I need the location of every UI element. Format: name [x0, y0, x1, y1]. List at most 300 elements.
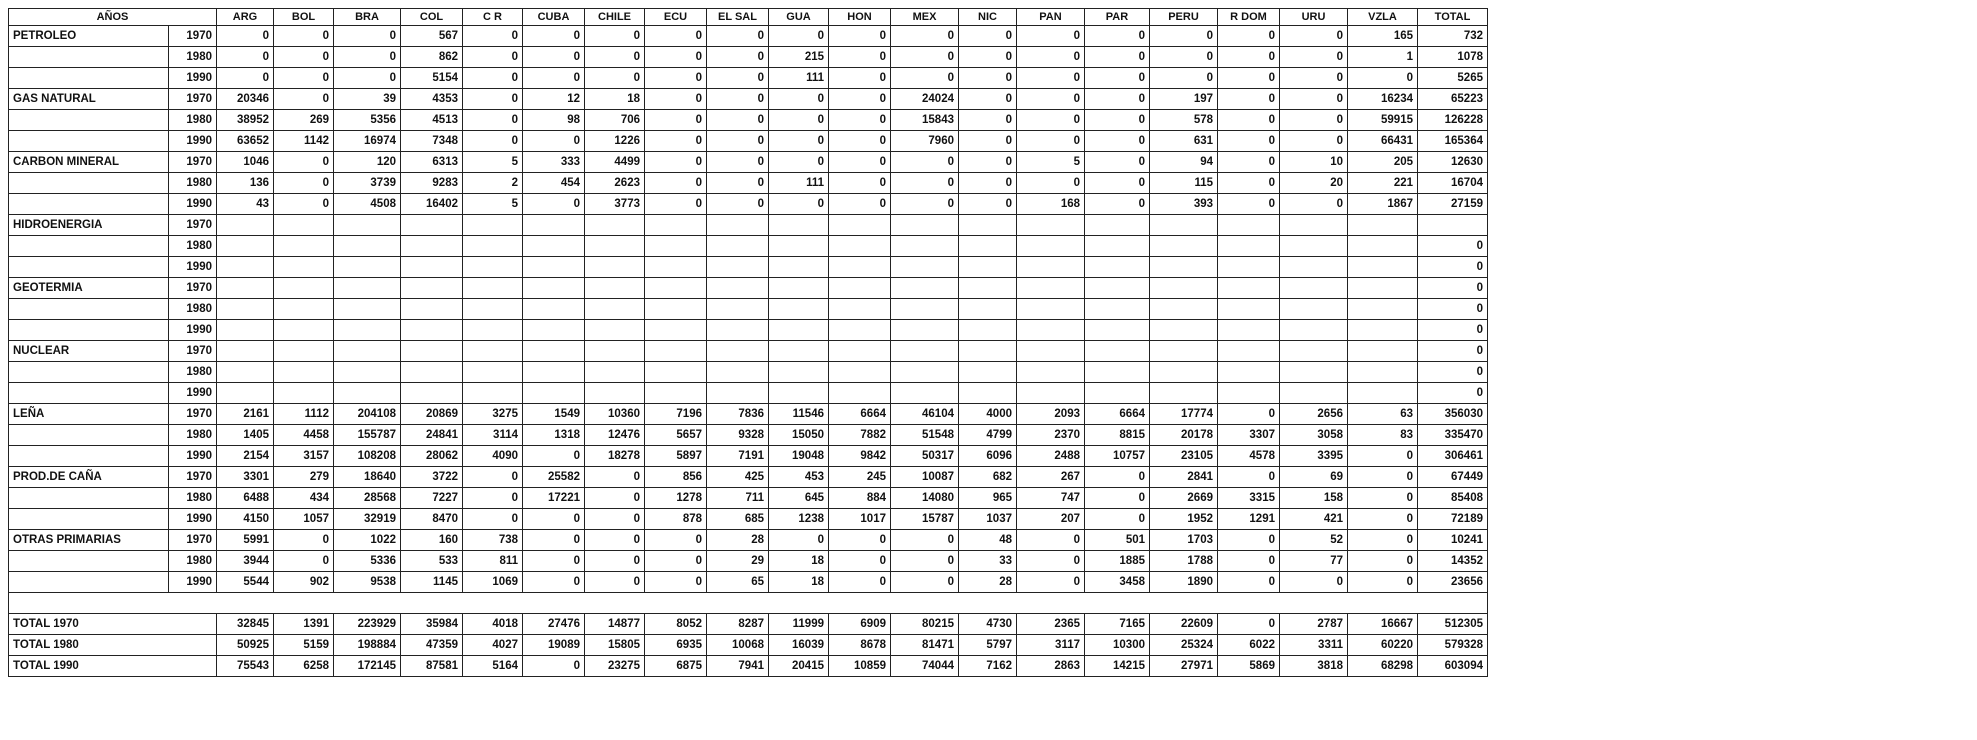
value-cell [1085, 215, 1150, 236]
value-cell [1017, 257, 1085, 278]
value-cell: 0 [645, 173, 707, 194]
table-row [9, 530, 1488, 551]
total-value-cell: 10300 [1085, 635, 1150, 656]
value-cell [585, 236, 645, 257]
value-cell: 0 [274, 47, 334, 68]
value-cell: 72189 [1418, 509, 1488, 530]
source-label: NUCLEAR [9, 341, 169, 362]
total-value-cell: 3311 [1280, 635, 1348, 656]
year-cell: 1980 [169, 488, 217, 509]
value-cell: 33 [959, 551, 1017, 572]
value-cell: 0 [1150, 47, 1218, 68]
value-cell: 2161 [217, 404, 274, 425]
column-header: COL [401, 9, 463, 26]
table-row [9, 467, 1488, 488]
value-cell: 1078 [1418, 47, 1488, 68]
energy-table [8, 8, 1488, 677]
year-cell: 1990 [169, 320, 217, 341]
value-cell: 4499 [585, 152, 645, 173]
value-cell: 0 [1218, 110, 1280, 131]
value-cell: 65 [707, 572, 769, 593]
value-cell: 1278 [645, 488, 707, 509]
total-label: TOTAL 1980 [9, 635, 217, 656]
value-cell: 67449 [1418, 467, 1488, 488]
value-cell [1280, 236, 1348, 257]
year-cell: 1980 [169, 362, 217, 383]
value-cell [1085, 236, 1150, 257]
value-cell [274, 362, 334, 383]
value-cell: 12476 [585, 425, 645, 446]
value-cell [707, 278, 769, 299]
value-cell: 0 [1085, 467, 1150, 488]
value-cell: 0 [523, 530, 585, 551]
total-value-cell: 14215 [1085, 656, 1150, 677]
value-cell: 9842 [829, 446, 891, 467]
value-cell: 0 [1348, 551, 1418, 572]
value-cell: 0 [1085, 26, 1150, 47]
source-label: LEÑA [9, 404, 169, 425]
value-cell: 0 [645, 551, 707, 572]
column-header: CHILE [585, 9, 645, 26]
value-cell: 1022 [334, 530, 401, 551]
value-cell [585, 257, 645, 278]
value-cell [463, 236, 523, 257]
value-cell [1348, 257, 1418, 278]
value-cell: 12630 [1418, 152, 1488, 173]
value-cell: 0 [274, 26, 334, 47]
value-cell: 0 [645, 68, 707, 89]
value-cell: 5657 [645, 425, 707, 446]
value-cell [585, 341, 645, 362]
value-cell: 0 [829, 551, 891, 572]
value-cell [891, 299, 959, 320]
value-cell: 533 [401, 551, 463, 572]
value-cell [829, 383, 891, 404]
value-cell [769, 341, 829, 362]
year-cell: 1980 [169, 110, 217, 131]
value-cell [463, 278, 523, 299]
value-cell [217, 362, 274, 383]
year-cell: 1980 [169, 236, 217, 257]
value-cell [401, 341, 463, 362]
value-cell: 0 [585, 47, 645, 68]
value-cell [401, 362, 463, 383]
source-label [9, 131, 169, 152]
value-cell [959, 341, 1017, 362]
value-cell: 0 [463, 509, 523, 530]
value-cell: 0 [959, 26, 1017, 47]
value-cell: 0 [585, 488, 645, 509]
total-value-cell: 2787 [1280, 614, 1348, 635]
value-cell [217, 278, 274, 299]
source-label [9, 299, 169, 320]
value-cell: 28062 [401, 446, 463, 467]
total-value-cell: 0 [1218, 614, 1280, 635]
value-cell: 18 [585, 89, 645, 110]
value-cell: 20346 [217, 89, 274, 110]
value-cell: 111 [769, 68, 829, 89]
value-cell: 23656 [1418, 572, 1488, 593]
value-cell: 2656 [1280, 404, 1348, 425]
value-cell [217, 341, 274, 362]
value-cell [1085, 278, 1150, 299]
value-cell: 1885 [1085, 551, 1150, 572]
value-cell [1017, 278, 1085, 299]
value-cell: 0 [1017, 110, 1085, 131]
value-cell: 0 [1218, 89, 1280, 110]
year-cell: 1970 [169, 530, 217, 551]
value-cell: 0 [959, 89, 1017, 110]
value-cell: 0 [334, 68, 401, 89]
year-cell: 1990 [169, 131, 217, 152]
value-cell: 6488 [217, 488, 274, 509]
total-value-cell: 6022 [1218, 635, 1280, 656]
value-cell: 23105 [1150, 446, 1218, 467]
source-label [9, 551, 169, 572]
value-cell [769, 299, 829, 320]
value-cell [1150, 257, 1218, 278]
source-label [9, 446, 169, 467]
value-cell: 6664 [1085, 404, 1150, 425]
value-cell: 0 [1280, 68, 1348, 89]
value-cell: 0 [1085, 47, 1150, 68]
value-cell [274, 383, 334, 404]
value-cell: 1788 [1150, 551, 1218, 572]
value-cell: 0 [1218, 551, 1280, 572]
value-cell [1085, 383, 1150, 404]
value-cell: 32919 [334, 509, 401, 530]
value-cell [1085, 299, 1150, 320]
value-cell [707, 257, 769, 278]
value-cell: 1142 [274, 131, 334, 152]
value-cell: 0 [645, 26, 707, 47]
value-cell: 0 [463, 26, 523, 47]
value-cell: 3301 [217, 467, 274, 488]
total-value-cell: 5797 [959, 635, 1017, 656]
total-value-cell: 20415 [769, 656, 829, 677]
value-cell: 0 [274, 152, 334, 173]
value-cell: 0 [523, 194, 585, 215]
value-cell: 24841 [401, 425, 463, 446]
value-cell [274, 278, 334, 299]
value-cell: 65223 [1418, 89, 1488, 110]
total-value-cell: 198884 [334, 635, 401, 656]
value-cell [1085, 362, 1150, 383]
value-cell: 0 [463, 467, 523, 488]
value-cell: 20178 [1150, 425, 1218, 446]
value-cell: 5 [1017, 152, 1085, 173]
value-cell: 0 [1218, 467, 1280, 488]
value-cell: 1057 [274, 509, 334, 530]
value-cell: 0 [585, 509, 645, 530]
total-value-cell: 603094 [1418, 656, 1488, 677]
source-label: PROD.DE CAÑA [9, 467, 169, 488]
value-cell [645, 341, 707, 362]
value-cell: 0 [1017, 551, 1085, 572]
value-cell [1280, 257, 1348, 278]
total-value-cell: 5159 [274, 635, 334, 656]
column-header: ARG [217, 9, 274, 26]
value-cell: 0 [334, 26, 401, 47]
value-cell [334, 383, 401, 404]
value-cell: 0 [1085, 173, 1150, 194]
value-cell: 0 [1017, 89, 1085, 110]
total-value-cell: 5869 [1218, 656, 1280, 677]
source-label: OTRAS PRIMARIAS [9, 530, 169, 551]
total-value-cell: 8052 [645, 614, 707, 635]
source-label [9, 173, 169, 194]
value-cell [585, 299, 645, 320]
value-cell: 0 [463, 47, 523, 68]
source-label [9, 110, 169, 131]
value-cell: 0 [769, 152, 829, 173]
value-cell: 160 [401, 530, 463, 551]
table-row [9, 131, 1488, 152]
value-cell [1017, 362, 1085, 383]
value-cell: 434 [274, 488, 334, 509]
value-cell: 0 [585, 26, 645, 47]
value-cell: 0 [1348, 572, 1418, 593]
value-cell: 27159 [1418, 194, 1488, 215]
source-label [9, 194, 169, 215]
total-value-cell: 75543 [217, 656, 274, 677]
value-cell: 0 [523, 446, 585, 467]
value-cell: 0 [1085, 89, 1150, 110]
total-value-cell: 4027 [463, 635, 523, 656]
value-cell [1218, 257, 1280, 278]
total-value-cell: 2365 [1017, 614, 1085, 635]
value-cell: 425 [707, 467, 769, 488]
value-cell: 3739 [334, 173, 401, 194]
value-cell: 111 [769, 173, 829, 194]
value-cell: 0 [707, 26, 769, 47]
total-value-cell: 6935 [645, 635, 707, 656]
value-cell: 685 [707, 509, 769, 530]
value-cell [523, 383, 585, 404]
value-cell: 0 [891, 530, 959, 551]
value-cell: 0 [707, 47, 769, 68]
value-cell: 7348 [401, 131, 463, 152]
value-cell: 6313 [401, 152, 463, 173]
value-cell [1085, 320, 1150, 341]
value-cell: 0 [645, 131, 707, 152]
source-label [9, 68, 169, 89]
value-cell [829, 257, 891, 278]
value-cell: 136 [217, 173, 274, 194]
value-cell [585, 383, 645, 404]
value-cell: 0 [1280, 89, 1348, 110]
value-cell: 0 [1418, 299, 1488, 320]
value-cell: 0 [523, 509, 585, 530]
value-cell: 59915 [1348, 110, 1418, 131]
value-cell: 18640 [334, 467, 401, 488]
value-cell: 11546 [769, 404, 829, 425]
value-cell: 15050 [769, 425, 829, 446]
value-cell [274, 236, 334, 257]
value-cell: 0 [891, 551, 959, 572]
value-cell: 1890 [1150, 572, 1218, 593]
value-cell: 1405 [217, 425, 274, 446]
value-cell: 0 [1017, 47, 1085, 68]
table-row [9, 152, 1488, 173]
source-label: GAS NATURAL [9, 89, 169, 110]
value-cell: 0 [1218, 404, 1280, 425]
value-cell: 165 [1348, 26, 1418, 47]
value-cell [523, 236, 585, 257]
value-cell [707, 320, 769, 341]
value-cell: 682 [959, 467, 1017, 488]
value-cell: 0 [829, 530, 891, 551]
value-cell: 10087 [891, 467, 959, 488]
value-cell: 0 [891, 194, 959, 215]
value-cell [1218, 299, 1280, 320]
value-cell: 0 [1218, 572, 1280, 593]
value-cell [959, 320, 1017, 341]
total-value-cell: 35984 [401, 614, 463, 635]
value-cell [334, 257, 401, 278]
value-cell: 0 [585, 467, 645, 488]
total-value-cell: 7165 [1085, 614, 1150, 635]
value-cell: 18278 [585, 446, 645, 467]
total-value-cell: 6875 [645, 656, 707, 677]
table-row [9, 572, 1488, 593]
value-cell: 0 [891, 152, 959, 173]
total-row [9, 635, 1488, 656]
total-value-cell: 87581 [401, 656, 463, 677]
column-header: TOTAL [1418, 9, 1488, 26]
value-cell: 884 [829, 488, 891, 509]
value-cell: 4150 [217, 509, 274, 530]
value-cell [1150, 299, 1218, 320]
value-cell: 0 [707, 68, 769, 89]
value-cell [959, 383, 1017, 404]
total-value-cell: 50925 [217, 635, 274, 656]
value-cell [334, 299, 401, 320]
value-cell: 221 [1348, 173, 1418, 194]
value-cell: 17774 [1150, 404, 1218, 425]
value-cell: 454 [523, 173, 585, 194]
value-cell: 0 [891, 173, 959, 194]
value-cell: 0 [1418, 257, 1488, 278]
value-cell: 94 [1150, 152, 1218, 173]
value-cell: 205 [1348, 152, 1418, 173]
value-cell [217, 320, 274, 341]
value-cell [1348, 236, 1418, 257]
value-cell [891, 257, 959, 278]
value-cell: 24024 [891, 89, 959, 110]
value-cell: 0 [1085, 194, 1150, 215]
value-cell: 2841 [1150, 467, 1218, 488]
table-row [9, 404, 1488, 425]
source-label [9, 236, 169, 257]
source-label [9, 257, 169, 278]
value-cell [1348, 215, 1418, 236]
value-cell: 0 [645, 89, 707, 110]
value-cell [959, 236, 1017, 257]
value-cell: 2623 [585, 173, 645, 194]
value-cell: 2093 [1017, 404, 1085, 425]
value-cell: 0 [1418, 320, 1488, 341]
value-cell: 267 [1017, 467, 1085, 488]
value-cell: 0 [463, 68, 523, 89]
value-cell: 16234 [1348, 89, 1418, 110]
value-cell: 0 [274, 194, 334, 215]
value-cell: 3722 [401, 467, 463, 488]
value-cell: 0 [1280, 47, 1348, 68]
value-cell: 0 [707, 89, 769, 110]
value-cell: 7882 [829, 425, 891, 446]
value-cell [707, 299, 769, 320]
total-value-cell: 6258 [274, 656, 334, 677]
column-header: URU [1280, 9, 1348, 26]
value-cell [1017, 320, 1085, 341]
column-header: R DOM [1218, 9, 1280, 26]
value-cell: 63652 [217, 131, 274, 152]
value-cell [769, 257, 829, 278]
value-cell: 0 [829, 89, 891, 110]
value-cell [769, 320, 829, 341]
value-cell: 0 [1017, 530, 1085, 551]
value-cell: 14080 [891, 488, 959, 509]
value-cell: 0 [829, 26, 891, 47]
value-cell: 39 [334, 89, 401, 110]
value-cell: 0 [1280, 194, 1348, 215]
value-cell [585, 278, 645, 299]
source-label [9, 509, 169, 530]
value-cell: 158 [1280, 488, 1348, 509]
total-value-cell: 68298 [1348, 656, 1418, 677]
value-cell: 0 [645, 152, 707, 173]
value-cell: 738 [463, 530, 523, 551]
value-cell [959, 257, 1017, 278]
value-cell: 578 [1150, 110, 1218, 131]
value-cell: 0 [645, 572, 707, 593]
value-cell: 5544 [217, 572, 274, 593]
year-cell: 1980 [169, 425, 217, 446]
table-row [9, 257, 1488, 278]
value-cell: 0 [829, 173, 891, 194]
value-cell: 965 [959, 488, 1017, 509]
year-cell: 1970 [169, 89, 217, 110]
value-cell: 120 [334, 152, 401, 173]
value-cell [217, 257, 274, 278]
value-cell: 1017 [829, 509, 891, 530]
value-cell [1218, 362, 1280, 383]
value-cell: 0 [274, 89, 334, 110]
value-cell: 10241 [1418, 530, 1488, 551]
value-cell [401, 383, 463, 404]
source-label: PETROLEO [9, 26, 169, 47]
value-cell: 0 [1150, 26, 1218, 47]
value-cell: 18 [769, 572, 829, 593]
value-cell: 4090 [463, 446, 523, 467]
total-label: TOTAL 1970 [9, 614, 217, 635]
spacer-cell [9, 593, 1488, 614]
value-cell: 0 [523, 551, 585, 572]
value-cell: 0 [959, 152, 1017, 173]
column-header: GUA [769, 9, 829, 26]
value-cell [1418, 215, 1488, 236]
value-cell: 46104 [891, 404, 959, 425]
value-cell [1348, 383, 1418, 404]
value-cell [1017, 299, 1085, 320]
value-cell: 52 [1280, 530, 1348, 551]
value-cell [1348, 299, 1418, 320]
table-row [9, 236, 1488, 257]
value-cell [1150, 215, 1218, 236]
value-cell: 0 [1280, 26, 1348, 47]
value-cell: 204108 [334, 404, 401, 425]
